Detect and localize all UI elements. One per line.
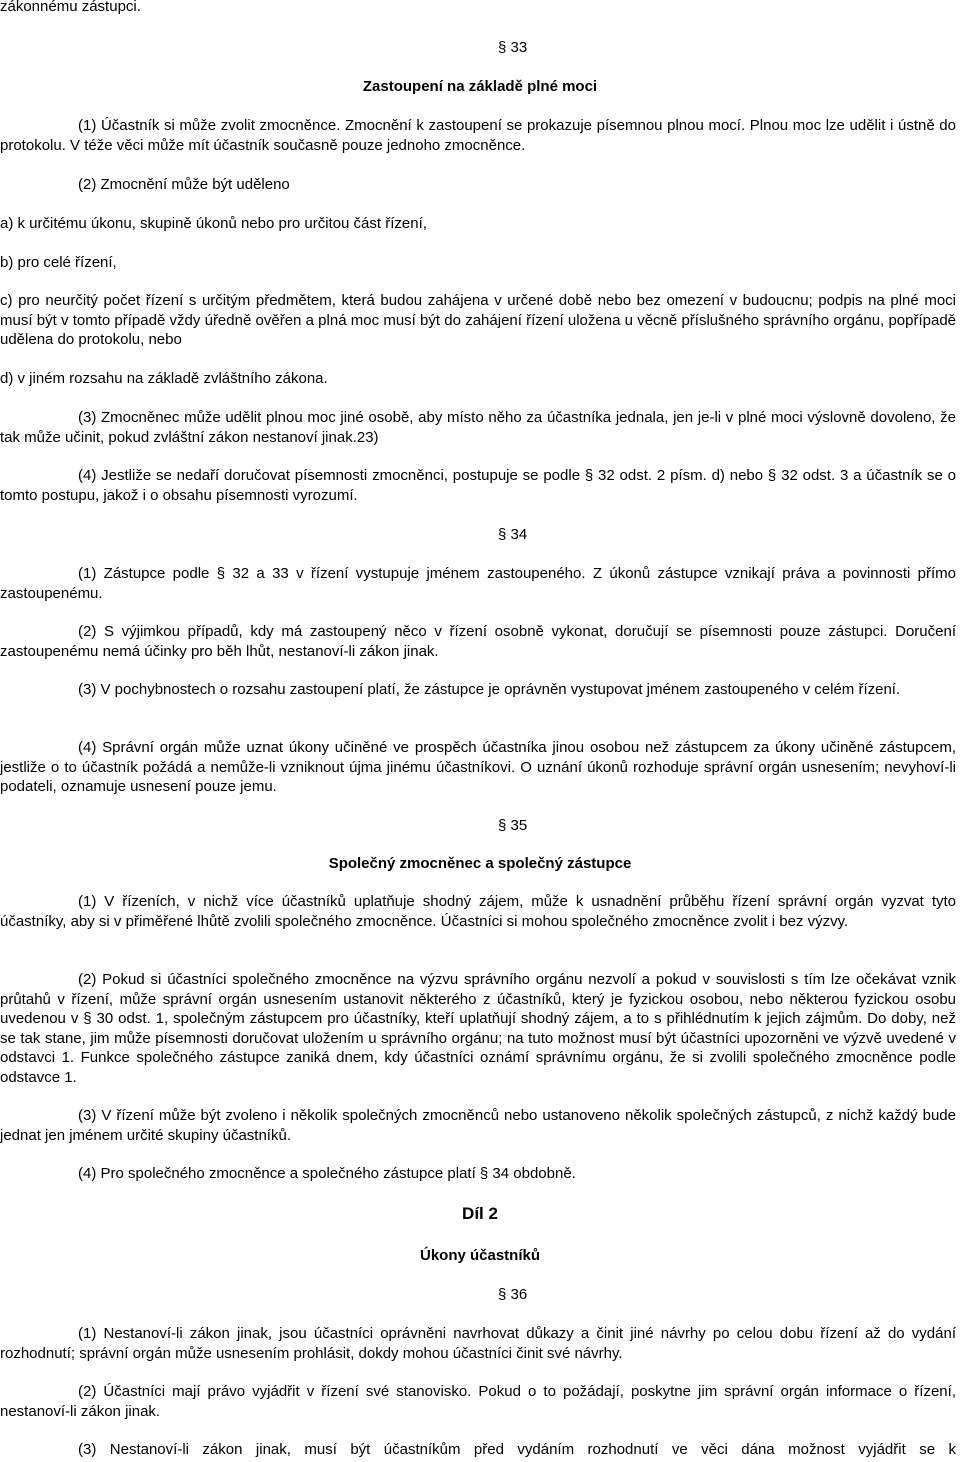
section-33-number: § 33 (498, 39, 528, 56)
section-34-number: § 34 (498, 526, 528, 543)
section-35-number: § 35 (498, 817, 528, 834)
s35-paragraph-3: (3) V řízení může být zvoleno i několik společných zmocněnců nebo ustanoveno několik společných zástupců, z nichž každý bude jednat jen jménem určité skupiny účastníků. (0, 1107, 956, 1144)
s34-paragraph-3: (3) V pochybnostech o rozsahu zastoupení platí, že zástupce je oprávněn vystupovat jménem zastoupeného v celém řízení. (78, 681, 901, 698)
s33-paragraph-3: (3) Zmocněnec může udělit plnou moc jiné osobě, aby místo něho za účastníka jednala, jen je-li v plné moci výslovně dovoleno, že tak může učinit, pokud zvláštní zákon nestanoví jinak.23) (0, 409, 956, 446)
s34-paragraph-1: (1) Zástupce podle § 32 a 33 v řízení vystupuje jménem zastoupeného. Z úkonů zástupce vznikají práva a povinnosti přímo zastoupenému. (0, 565, 956, 602)
s33-item-c: c) pro neurčitý počet řízení s určitým předmětem, která budou zahájena v určené době nebo bez omezení v budoucnu; podpis na plné moci musí být v tomto případě vždy úředně ověřen a plná moc musí být do zahájení řízení uložena u věcně příslušného správního orgánu, popřípadě udělena do protokolu, nebo (0, 292, 956, 348)
s34-paragraph-2: (2) S výjimkou případů, kdy má zastoupený něco v řízení osobně vykonat, doručují se písemnosti pouze zástupci. Doručení zastoupenému nemá účinky pro běh lhůt, nestanoví-li zákon jinak. (0, 623, 956, 660)
s33-paragraph-1: (1) Účastník si může zvolit zmocněnce. Zmocnění k zastoupení se prokazuje písemnou plnou mocí. Plnou moc lze udělit i ústně do protokolu. V téže věci může mít účastník současně pouze jednoho zmocněnce. (0, 117, 956, 154)
s35-paragraph-4: (4) Pro společného zmocněnce a společného zástupce platí § 34 obdobně. (78, 1165, 576, 1182)
s35-paragraph-1: (1) V řízeních, v nichž více účastníků uplatňuje shodný zájem, může k usnadnění průběhu řízení správní orgán vyzvat tyto účastníky, aby si v přiměřené lhůtě zvolili společného zmocněnce. Účastníci si mohou společného zmocněnce zvolit i bez výzvy. (0, 893, 956, 930)
s33-item-a: a) k určitému úkonu, skupině úkonů nebo pro určitou část řízení, (0, 215, 427, 232)
s33-item-d: d) v jiném rozsahu na základě zvláštního zákona. (0, 370, 328, 387)
section-33-heading: Zastoupení na základě plné moci (362, 78, 598, 95)
s35-paragraph-2: (2) Pokud si účastníci společného zmocněnce na výzvu správního orgánu nezvolí a pokud v souvislosti s tím lze očekávat vznik průtahů v řízení, může správní orgán usnesením ustanovit některého z účastníků, který je fyzickou osobou, nebo některou fyzickou osobu uvedenou v § 30 odst. 1, společným zástupcem pro účastníky, kteří uplatňují shodný zájem, a to s přihlédnutím k jejich zájmům. Do doby, než se tak stane, jim může písemnosti doručovat uložením u správního orgánu; na tuto možnost musí být účastníci upozorněni ve výzvě uvedené v odstavci 1. Funkce společného zástupce zaniká dnem, kdy účastníci oznámí správnímu orgánu, že si zvolili společného zmocněnce podle odstavce 1. (0, 971, 956, 1086)
s33-item-b: b) pro celé řízení, (0, 254, 117, 271)
s33-paragraph-4: (4) Jestliže se nedaří doručovat písemnosti zmocněnci, postupuje se podle § 32 odst. 2 písm. d) nebo § 32 odst. 3 a účastník se o tomto postupu, jakož i o obsahu písemnosti vyrozumí. (0, 467, 956, 504)
part-subtitle: Úkony účastníků (419, 1247, 541, 1264)
s36-paragraph-2: (2) Účastníci mají právo vyjádřit v řízení své stanovisko. Pokud o to požádají, poskytne jim správní orgán informace o řízení, nestanoví-li zákon jinak. (0, 1383, 956, 1420)
part-title: Díl 2 (462, 1204, 498, 1223)
s34-paragraph-4: (4) Správní orgán může uznat úkony učiněné ve prospěch účastníka jinou osobou než zástupcem za úkony učiněné zástupcem, jestliže o to účastník požádá a nemůže-li vzniknout újma jinému účastníkovi. O uznání úkonů rozhoduje správní orgán usnesením; nevyhoví-li podateli, oznamuje usnesení pouze jemu. (0, 739, 956, 795)
section-35-heading: Společný zmocněnec a společný zástupce (328, 855, 632, 872)
carryover-line: zákonnému zástupci. (0, 0, 141, 15)
s33-paragraph-2: (2) Zmocnění může být uděleno (78, 176, 290, 193)
s36-paragraph-1: (1) Nestanoví-li zákon jinak, jsou účastníci oprávněni navrhovat důkazy a činit jiné návrhy po celou dobu řízení až do vydání rozhodnutí; správní orgán může usnesením prohlásit, dokdy mohou účastníci činit své návrhy. (0, 1325, 956, 1362)
s36-paragraph-3: (3) Nestanoví-li zákon jinak, musí být účastníkům před vydáním rozhodnutí ve věci dána možnost vyjádřit se k (78, 1441, 956, 1458)
section-36-number: § 36 (498, 1286, 528, 1303)
